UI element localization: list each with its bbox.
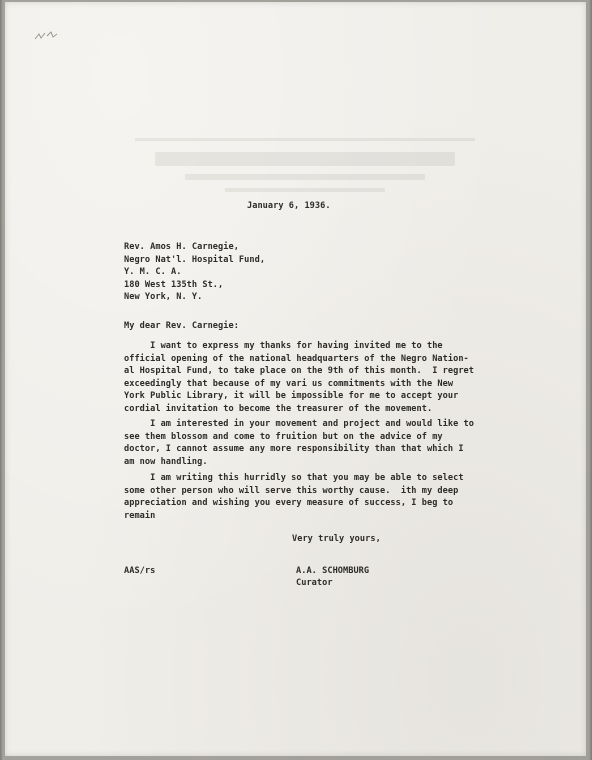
address-line: 180 West 135th St., <box>124 279 224 290</box>
body-line: I am writing this hurridly so that you may be able to select <box>124 473 464 483</box>
body-line: official opening of the national headquarters of the Negro Nation- <box>124 353 469 364</box>
body-line: am now handling. <box>124 456 208 467</box>
address-line: New York, N. Y. <box>124 292 203 303</box>
body-line: I am interested in your movement and project and would like to <box>124 419 474 429</box>
body-line: some other person who will serve this worthy cause. ith my deep <box>124 485 459 496</box>
address-line: Negro Nat'l. Hospital Fund, <box>124 254 266 265</box>
pencil-mark-icon <box>33 30 59 44</box>
address-line: Rev. Amos H. Carnegie, <box>124 242 239 252</box>
recipient-address <box>124 241 265 304</box>
letter-page <box>5 2 586 756</box>
body-line: doctor, I cannot assume any more responsibility than that which I <box>124 444 464 455</box>
signature-name: A.A. SCHOMBURG <box>296 566 370 576</box>
letter-date: January 6, 1936. <box>247 201 331 211</box>
address-line: Y. M. C. A. <box>124 267 182 278</box>
paragraph-1 <box>124 340 474 416</box>
paragraph-3 <box>124 472 464 522</box>
body-line: see them blossom and come to fruition but on the advice of my <box>124 431 443 442</box>
salutation: My dear Rev. Carnegie: <box>124 321 239 331</box>
paragraph-2 <box>124 418 474 468</box>
body-line: York Public Library, it will be impossible for me to accept your <box>124 391 459 402</box>
signer-title: Curator <box>296 578 333 588</box>
complimentary-closing: Very truly yours, <box>292 534 381 544</box>
body-line: al Hospital Fund, to take place on the 9th of this month. I regret <box>124 366 474 377</box>
typist-initials: AAS/rs <box>124 566 156 576</box>
body-line: cordial invitation to become the treasurer of the movement. <box>124 403 433 414</box>
body-line: I want to express my thanks for having invited me to the <box>124 341 443 351</box>
body-line: appreciation and wishing you every measure of success, I beg to <box>124 498 454 509</box>
letterhead-show-through <box>115 130 495 200</box>
body-line: exceedingly that because of my vari us commitments with the New <box>124 378 454 389</box>
body-line: remain <box>124 510 156 521</box>
